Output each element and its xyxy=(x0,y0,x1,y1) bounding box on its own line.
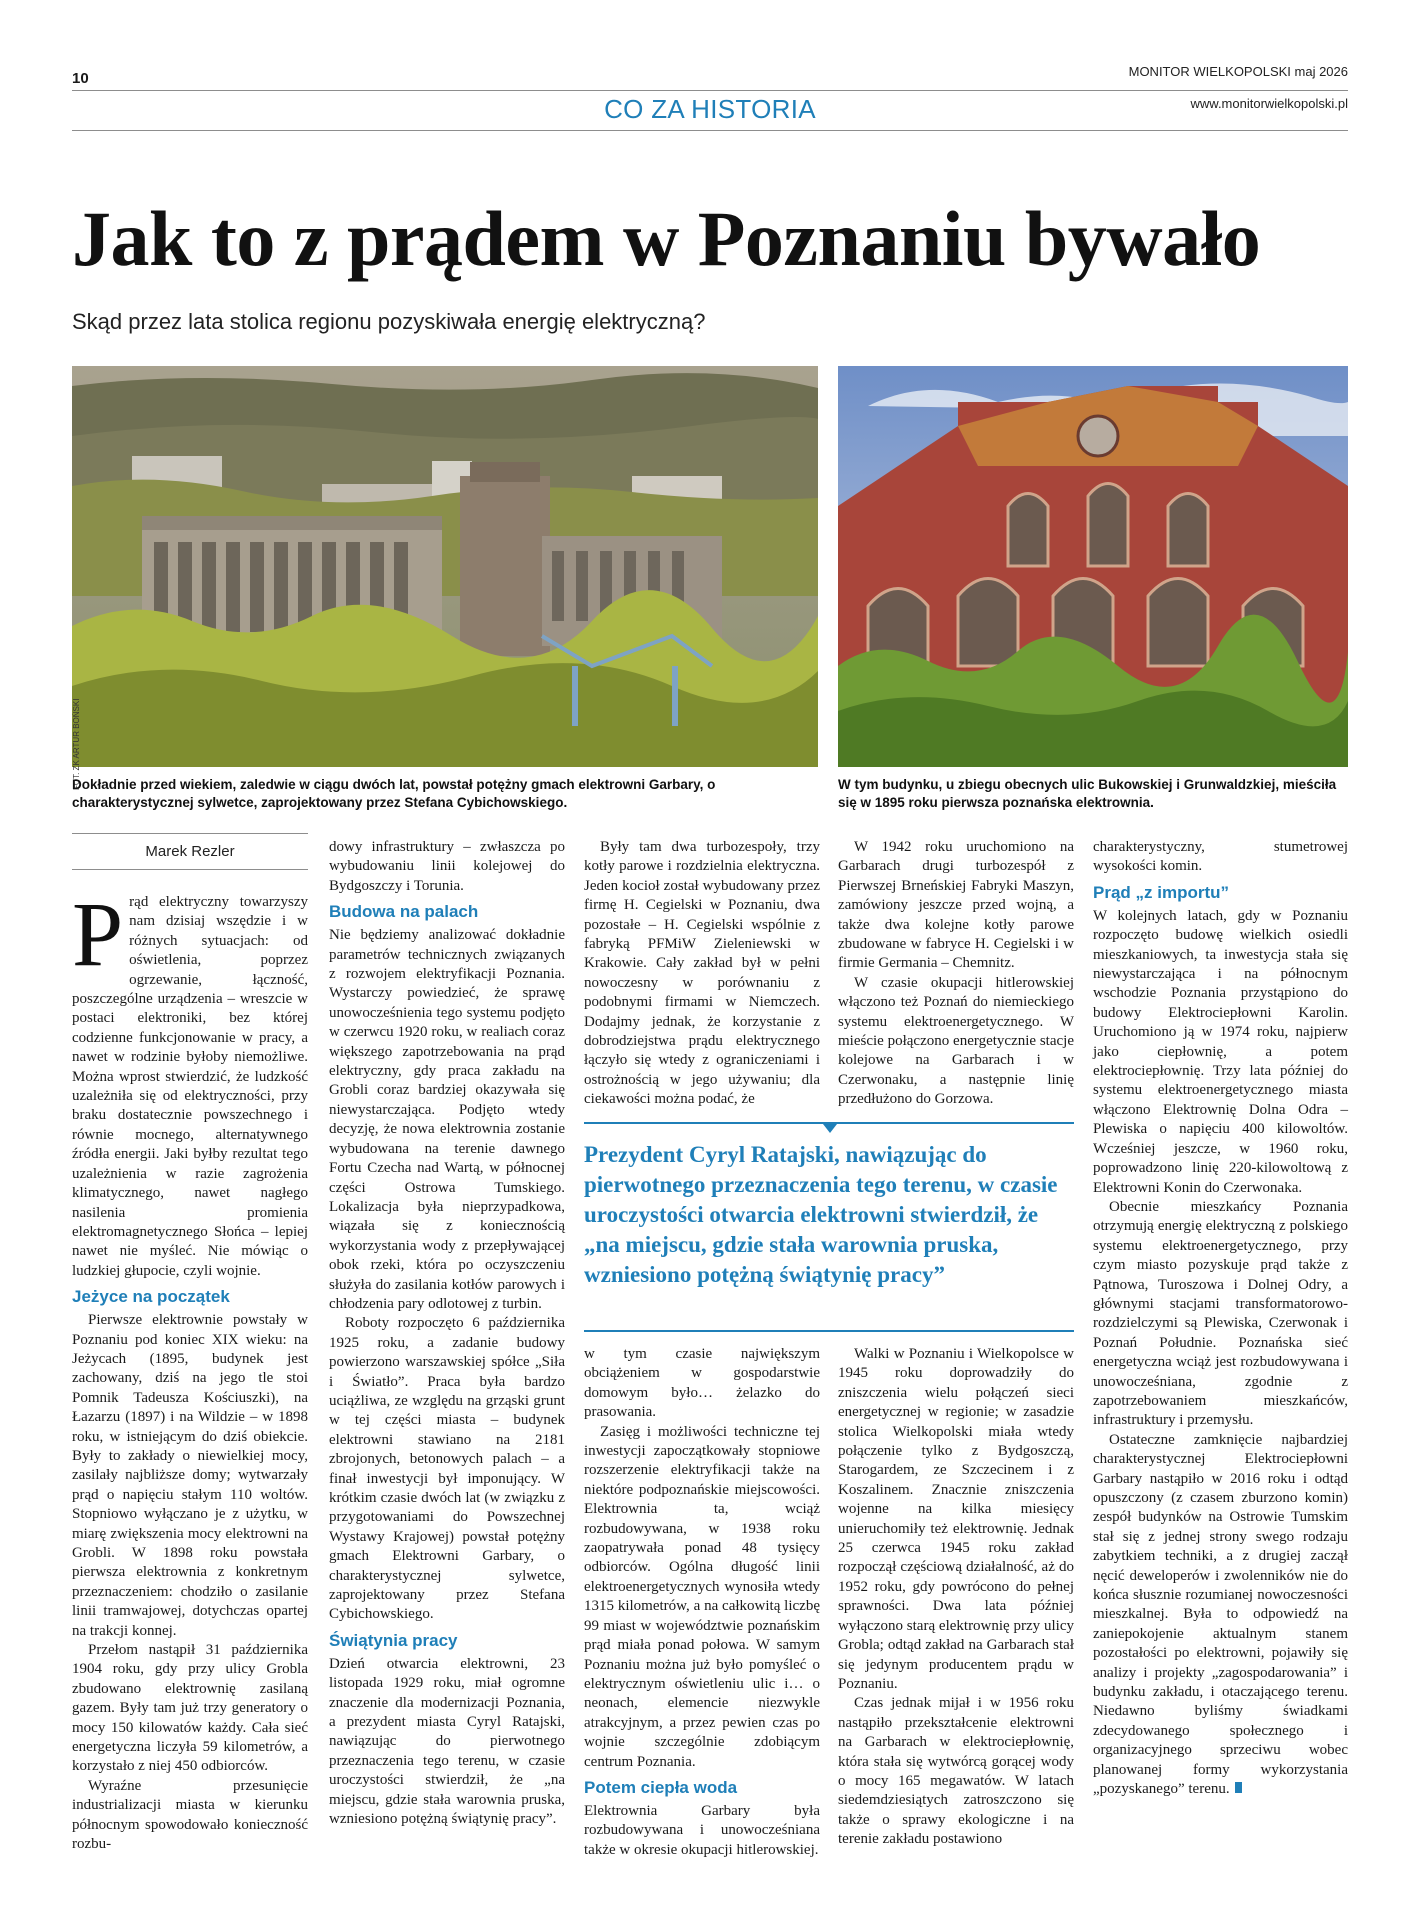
end-mark-icon xyxy=(1235,1782,1242,1793)
byline-rule-bottom xyxy=(72,869,308,870)
paragraph: Elektrownia Garbary była rozbudowywana i unowocześniana także w okresie okupacji hitlerowskiej. xyxy=(584,1802,820,1858)
paragraph xyxy=(1093,1431,1348,1800)
dropcap: P xyxy=(72,883,124,985)
pullquote-arrow-icon xyxy=(823,1124,837,1133)
subheading-potem: Potem ciepła woda xyxy=(584,1777,738,1797)
paragraph: Były tam dwa turbozespoły, trzy kotły parowe i rozdzielnia elektryczna. Jeden kocioł został wybudowany przez firmę H. Cegielski w Poznaniu, dwa pozostałe – H. Cegielski wspólnie z fabryką PFMiW Zieleniewski w Krakowie. Cały zakład był w pełni nowoczesny w porównaniu z podobnymi firmami w Niemczech. Dodajmy jednak, że korzystanie z dobrodziejstwa prądu elektrycznego łączyło się wtedy z ograniczeniami i ostrożnością w jego używaniu; dla ciekawości można podać, że xyxy=(584,839,820,1108)
paragraph-text: rąd elektryczny towarzyszy nam dzisiaj wszędzie i w różnych sytuacjach: od oświetlenia, poprzez ogrzewanie, łączność, poszczególne urządzenia – wreszcie w postaci elektroniki, bez której codzienne funkcjonowanie w pracy, a nawet w rodzinie byłoby niemożliwe. Można wprost stwierdzić, że ludzkość uzależniła się od elektryczności, przy braku dostatecznie powszechnego i równie mocnego, alternatywnego źródła energii. Jaki byłby rezultat tego uzależnienia w razie zagrożenia klimatycznego, nawet nagłego nasilenia promienia elektromagnetycznego Słońca – lepiej nawet nie myśleć. Nie mówiąc o ludzkiej głupocie, czyli wojnie. xyxy=(72,894,308,1279)
caption-left: Dokładnie przed wiekiem, zaledwie w ciągu dwóch lat, powstał potężny gmach elektrowni Garbary, o charakterystycznej sylwetce, zaprojektowany przez Stefana Cybichowskiego. xyxy=(72,777,716,810)
photo-power-plant xyxy=(72,366,818,767)
paragraph: Zasięg i możliwości techniczne tej inwestycji zapoczątkowały stopniowe rozszerzenie elektryfikacji także na niektóre podpoznańskie miejscowości. Elektrownia ta, wciąż rozbudowywana, w 1938 roku zaopatrywała ponad 48 tysięcy odbiorców. Ogólna długość linii elektroenergetycznych wynosiła wtedy 1315 kilometrów, a na całkowitą liczbę 99 miast w województwie poznańskim prąd miała ponad połowa. W samym Poznaniu można już było pomyśleć o elektrycznym oświetleniu ulic i… o neonach, elemencie niezwykle atrakcyjnym, a przez pewien czas po wojnie szczególnie zdobiącym centrum Poznania. xyxy=(584,1423,820,1770)
column-3-top xyxy=(584,838,820,1110)
section-label: CO ZA HISTORIA xyxy=(604,94,816,124)
subheading-prad: Prąd „z importu” xyxy=(1093,882,1230,902)
column-4-top xyxy=(838,838,1074,1110)
subheadline: Skąd przez lata stolica regionu pozyskiwała energię elektryczną? xyxy=(72,309,706,334)
byline-rule-top xyxy=(72,833,308,834)
caption-right: W tym budynku, u zbiegu obecnych ulic Bukowskiej i Grunwaldzkiej, mieściła się w 1895 roku pierwsza poznańska elektrownia. xyxy=(838,777,1337,810)
masthead: MONITOR WIELKOPOLSKI maj 2026 xyxy=(1128,64,1348,79)
paragraph: Przełom nastąpił 31 października 1904 roku, gdy przy ulicy Grobla zbudowano elektrownię zasilaną gazem. Były tam już trzy generatory o mocy 150 kilowatów każdy. Cała sieć energetyczna liczyła 59 kilometrów, a korzystało z niej 450 odbiorców. xyxy=(72,1642,308,1775)
column-4-bottom xyxy=(838,1345,1074,1850)
photo-credit: FOT. ZK ARTUR BOŃSKI xyxy=(72,698,81,790)
paragraph: W czasie okupacji hitlerowskiej włączono też Poznań do niemieckiego systemu elektroenergetycznego. W mieście połączono energetycznie stacje kolejowe na Garbarach i w Czerwonaku, a następnie linię przedłużono do Gorzowa. xyxy=(838,974,1074,1108)
headline: Jak to z prądem w Poznaniu bywało xyxy=(72,195,1261,282)
paragraph: Dzień otwarcia elektrowni, 23 listopada 1929 roku, miał ogromne znaczenie dla modernizacji Poznania, a prezydent miasta Cyryl Ratajski, nawiązując do pierwotnego przeznaczenia tego terenu, w czasie uroczystości stwierdził, że „na miejscu, gdzie stała warownia pruska, wzniesiono potężną świątynię pracy”. xyxy=(329,1655,565,1828)
header-rule xyxy=(72,90,1348,91)
paragraph: W kolejnych latach, gdy w Poznaniu rozpoczęto budowę wielkich osiedli mieszkaniowych, ta inwestycja stała się niewystarczająca i na północnym wschodzie Poznania przystąpiono do budowy Elektrociepłowni Karolin. Uruchomiono ją w 1974 roku, najpierw jako ciepłownię, a potem elektrociepłownię. Trzy lata później do systemu elektroenergetycznego miasta włączono Elektrownię Dolna Odra – Plewiska o napięciu 400 kilowoltów. Wcześniej jeszcze, w 1960 roku, poprowadzono linię 220-kilowoltową z Elektrowni Konin do Czerwonaka. xyxy=(1093,907,1348,1196)
paragraph: w tym czasie największym obciążeniem w gospodarstwie domowym było… żelazko do prasowania. xyxy=(584,1346,820,1421)
paragraph: Obecnie mieszkańcy Poznania otrzymują energię elektryczną z polskiego systemu elektroenergetycznego, przy czym miasto pozyskuje prąd także z Pątnowa, Turoszowa i Dolnej Odry, a głównymi stacjami transformatorowo-rozdzielczymi są Plewiska, Czerwonak i Poznań Południe. Poznańska sieć energetyczna wciąż jest rozbudowywana i unowocześniana, zgodnie z zapotrzebowaniem mieszkańców, infrastruktury i przemysłu. xyxy=(1093,1198,1348,1429)
paragraph: dowy infrastruktury – zwłaszcza po wybudowaniu linii kolejowej do Bydgoszczy i Torunia. xyxy=(329,839,565,894)
subheading-budowa: Budowa na palach xyxy=(329,902,479,922)
subheading-swiatynia: Świątynia pracy xyxy=(329,1630,458,1650)
page-number: 10 xyxy=(72,70,89,87)
column-2 xyxy=(329,838,565,1830)
paragraph: W 1942 roku uruchomiono na Garbarach drugi turbozespół z Pierwszej Brneńskiej Fabryki Maszyn, zamówiony jeszcze przed wojną, a także dwa kolejne kotły parowe zbudowane w fabryce H. Cegielski i w firmie Germania – Chemnitz. xyxy=(838,839,1074,972)
photo-brick-building xyxy=(838,366,1348,767)
subheading-jezyce: Jeżyce na początek xyxy=(72,1287,230,1307)
website: www.monitorwielkopolski.pl xyxy=(1190,96,1348,111)
paragraph: Pierwsze elektrownie powstały w Poznaniu pod koniec XIX wieku: na Jeżycach (1895, budynek jest zachowany, dziś na jego tle stoi Pomnik Tadeusza Kościuszki), na Łazarzu (1897) i na Wildzie – w 1898 roku, w istniejącym do dziś obiekcie. Były to zakłady o niewielkiej mocy, zasilały najbliższe domy; wytwarzały prąd o napięciu stałym 110 woltów. Stopniowo wyłączano je z użytku, w miarę zwiększenia mocy elektrowni na Grobli. W 1898 roku powstała pierwsza elektrownia z konkretnym przeznaczeniem: chodziło o zasilanie linii tramwajowej, dotychczas opartej na trakcji konnej. xyxy=(72,1312,308,1639)
paragraph: Walki w Poznaniu i Wielkopolsce w 1945 roku doprowadziły do zniszczenia wielu połączeń sieci energetycznej w regionie; w zasadzie stolica Wielkopolski miała wtedy połączenie tylko z Bydgoszczą, Starogardem, ze Szczecinem i z Koszalinem. Znacznie zniszczenia wojenne na kilka miesięcy unieruchomiły też elektrownię. Jednak 25 czerwca 1945 roku zakład rozpoczął częściową działalność, aż do 1952 roku, gdy powrócono do pełnej sprawności. Dwa lata później wyłączono starą elektrownię przy ulicy Grobla; odtąd zakład na Garbarach stał się jedynym producentem prądu w Poznaniu. xyxy=(838,1346,1074,1692)
paragraph: Czas jednak mijał i w 1956 roku nastąpiło przekształcenie elektrowni na Garbarach w elektrociepłownię, która stała się wytwórcą gorącej wody o mocy 165 megawatów. W latach siedemdziesiątych zatroszczono się także o sprawy ekologiczne i na terenie zakładu postawiono xyxy=(838,1695,1074,1848)
pullquote: Prezydent Cyryl Ratajski, nawiązując do pierwotnego przeznaczenia tego terenu, w czasie uroczystości otwarcia elektrowni stwierdził, że „na miejscu, gdzie stała warownia pruska, wzniesiono potężną świątynię pracy” xyxy=(584,1142,1058,1287)
section-rule xyxy=(72,130,1348,131)
paragraph xyxy=(72,883,308,1281)
byline: Marek Rezler xyxy=(145,843,235,860)
paragraph: charakterystyczny, stumetrowej wysokości komin. xyxy=(1093,839,1348,875)
paragraph: Roboty rozpoczęto 6 października 1925 roku, a zadanie budowy powierzono warszawskiej spółce „Siła i Światło”. Praca była bardzo uciążliwa, ze względu na grząski grunt w tej części miasta – budynek elektrowni stawiano na 2181 zbrojonych, betonowych palach – a finał inwestycji był imponujący. W krótkim czasie dwóch lat (w związku z przygotowaniami do Powszechnej Wystawy Krajowej) powstał potężny gmach Elektrowni Garbary, o charakterystycznej sylwetce, zaprojektowany przez Stefana Cybichowskiego. xyxy=(329,1315,565,1623)
paragraph-text: Ostateczne zamknięcie najbardziej charakterystycznej Elektrociepłowni Garbary nastąpiło w 2016 roku i odtąd opuszczony (z czasem zburzono komin) zespół budynków na Ostrowie Tumskim stał się z jednej strony swego rodzaju zabytkiem techniki, a z drugiej zaczął nęcić deweloperów i zwolenników nie do końca słusznie rozumianej nowoczesności mieszkalnej. Była to odpowiedź na zaniepokojenie aktualnym stanem pozostałości po elektrowni, pojawiły się analizy i projekty „zagospodarowania” i budynku zakładu, i otaczającego terenu. Niedawno byliśmy świadkami zdecydowanego społecznego i organizacyjnego sprzeciwu wobec planowanej formy wykorzystania „pozyskanego” terenu. xyxy=(1093,1431,1348,1798)
paragraph: Nie będziemy analizować dokładnie parametrów technicznych związanych z rozwojem elektryfikacji Poznania. Wystarczy powiedzieć, że sprawę unowocześnienia tego systemu podjęto w czerwcu 1920 roku, w realiach coraz większego zapotrzebowania na prąd elektryczny, gdy praca zakładu na Grobli coraz bardziej okazywała się niewystarczająca. Podjęto wtedy decyzję, że nowa elektrownia zostanie wybudowana na terenie dawnego Fortu Czecha nad Wartą, w północnej części Ostrowa Tumskiego. Lokalizacja była nieprzypadkowa, wiązała się z koniecznością wykorzystania wody z przepływającej obok rzeki, która po oczyszczeniu służyła do zasilania kotłów parowych i chłodzenia pary odlotowej z turbin. xyxy=(329,927,565,1312)
paragraph: Wyraźne przesunięcie industrializacji miasta w kierunku północnym spowodowało konieczność rozbu- xyxy=(72,1777,308,1853)
column-1 xyxy=(72,883,308,1855)
column-3-bottom xyxy=(584,1345,820,1860)
column-5 xyxy=(1093,838,1348,1800)
